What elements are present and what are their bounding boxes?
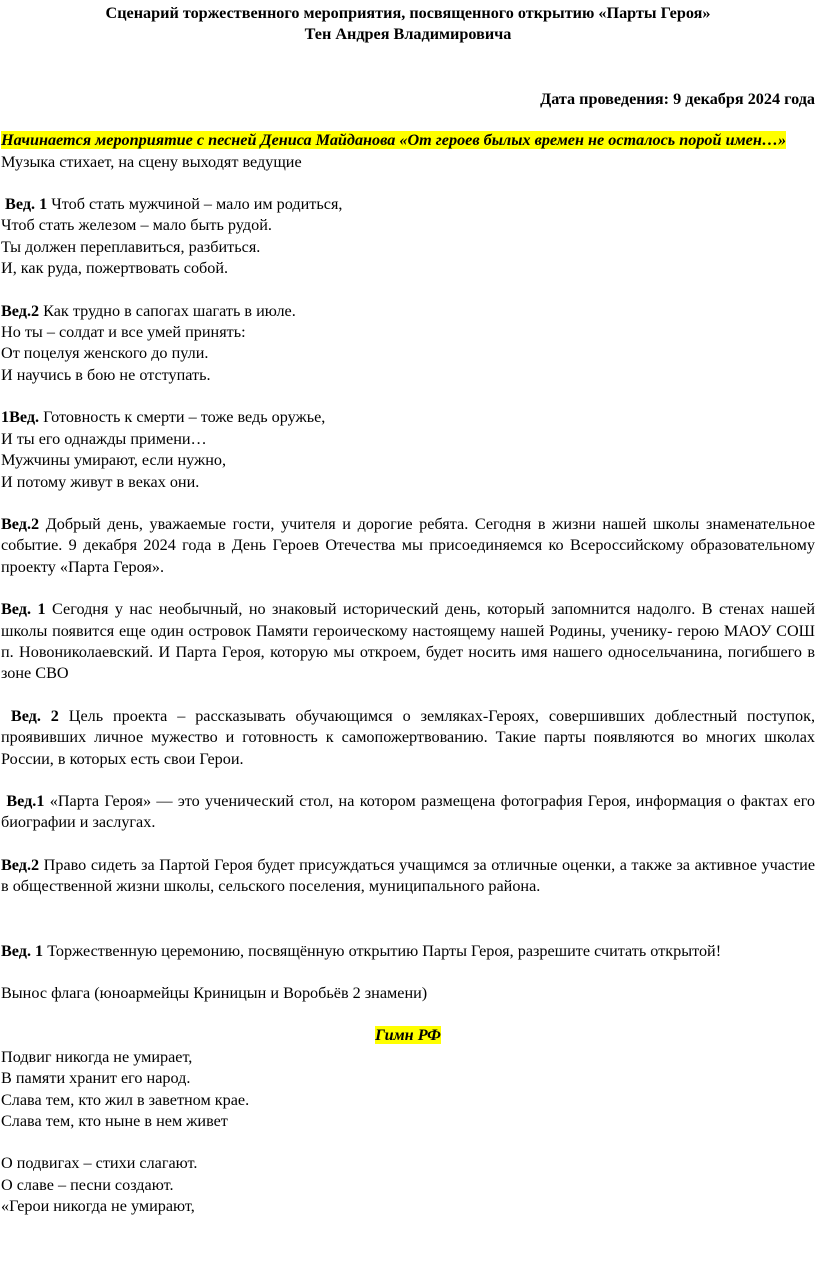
speech-paragraph-1	[1, 514, 815, 578]
intro-stage-direction: Музыка стихает, на сцену выходят ведущие	[1, 152, 302, 171]
intro-song	[1, 130, 815, 151]
verse-line: И, как руда, пожертвовать собой.	[1, 259, 229, 278]
speech-text: «Парта Героя» — это ученический стол, на котором размещена фотография Героя, информация о фактах его биографии и заслугах.	[1, 791, 816, 832]
verse-block-2	[1, 301, 815, 387]
document-title-line-1: Сценарий торжественного мероприятия, посвященного открытию «Парты Героя»	[105, 4, 711, 22]
speech-paragraph-3	[1, 706, 815, 770]
verse-block-3	[1, 407, 815, 493]
speaker-label: Вед.2	[1, 855, 40, 874]
speech-paragraph-4	[1, 791, 815, 834]
verse-text: Чтоб стать мужчиной – мало им родиться,	[51, 195, 343, 214]
speaker-label: Вед. 1	[1, 941, 44, 960]
speech-text: Право сидеть за Партой Героя будет присуждаться учащимся за отличные оценки, а также за активное участие в общественной жизни школы, сельского поселения, муниципального района.	[1, 855, 816, 896]
poem-stanza-2	[1, 1153, 815, 1217]
verse-line	[1, 194, 815, 215]
poem-line: В памяти хранит его народ.	[1, 1069, 191, 1088]
speaker-label: Вед. 1	[1, 600, 46, 619]
poem-line: О славе – песни создают.	[1, 1175, 174, 1194]
speech-text: Цель проекта – рассказывать обучающимся о земляках-Героях, совершивших доблестный поступок, проявивших личное мужество и готовность к самопожертвованию. Такие парты появляются во многих школах России, в которых есть свои Герои.	[1, 706, 816, 768]
speaker-label: Вед.1	[6, 791, 45, 810]
verse-line: Ты должен переплавиться, разбиться.	[1, 237, 261, 256]
verse-line: Мужчины умирают, если нужно,	[1, 451, 227, 470]
verse-line	[1, 301, 815, 322]
speech-text: Торжественную церемонию, посвящённую открытию Парты Героя, разрешите считать открытой!	[47, 941, 722, 960]
verse-line: И ты его однажды примени…	[1, 429, 207, 448]
verse-line: Чтоб стать железом – мало быть рудой.	[1, 216, 272, 235]
speaker-label: Вед.2	[1, 301, 40, 320]
verse-line	[1, 407, 815, 428]
speech-paragraph-6	[1, 941, 815, 962]
speech-text: Добрый день, уважаемые гости, учителя и дорогие ребята. Сегодня в жизни нашей школы знаменательное событие. 9 декабря 2024 года в День Героев Отечества мы присоединяемся ко Всероссийскому образовательному проекту «Парта Героя».	[1, 514, 816, 576]
speech-paragraph-2	[1, 599, 815, 685]
verse-text: Готовность к смерти – тоже ведь оружье,	[43, 408, 326, 427]
poem-line: Подвиг никогда не умирает,	[1, 1047, 193, 1066]
verse-text: Как трудно в сапогах шагать в июле.	[43, 301, 296, 320]
verse-block-1	[1, 194, 815, 280]
flag-stage-direction: Вынос флага (юноармейцы Криницын и Воробьёв 2 знамени)	[1, 984, 428, 1002]
speech-paragraph-5	[1, 855, 815, 898]
verse-line: И научись в бою не отступать.	[1, 365, 211, 384]
poem-line: «Герои никогда не умирают,	[1, 1197, 195, 1216]
event-date: Дата проведения: 9 декабря 2024 года	[540, 89, 815, 108]
anthem-heading	[1, 1025, 815, 1046]
speaker-label: Вед.2	[1, 514, 40, 533]
speaker-label: Вед. 1	[5, 195, 48, 214]
verse-line: От поцелуя женского до пули.	[1, 344, 209, 363]
speech-text: Сегодня у нас необычный, но знаковый исторический день, который запомнится надолго. В стенах нашей школы появится еще один островок Памяти героическому настоящему нашей Родины, ученику- герою МАОУ СОШ п. Новониколаевский. И Парта Героя, которую мы откроем, будет носить имя нашего односельчанина, погибшего в зоне СВО	[1, 600, 815, 683]
document-title-line-2: Тен Андрея Владимировича	[304, 25, 512, 44]
poem-line: О подвигах – стихи слагают.	[1, 1154, 198, 1173]
poem-line: Слава тем, кто жил в заветном крае.	[1, 1090, 250, 1109]
verse-line: И потому живут в веках они.	[1, 472, 200, 491]
poem-line: Слава тем, кто ныне в нем живет	[1, 1112, 228, 1131]
intro-song-text: Начинается мероприятие с песней Дениса Майданова «От героев былых времен не осталось порой имен…»	[1, 131, 787, 150]
verse-line: Но ты – солдат и все умей принять:	[1, 323, 246, 342]
speaker-label: Вед. 2	[10, 706, 59, 725]
speaker-label: 1Вед.	[1, 408, 40, 427]
anthem-text: Гимн РФ	[375, 1026, 441, 1045]
poem-stanza-1	[1, 1047, 815, 1133]
